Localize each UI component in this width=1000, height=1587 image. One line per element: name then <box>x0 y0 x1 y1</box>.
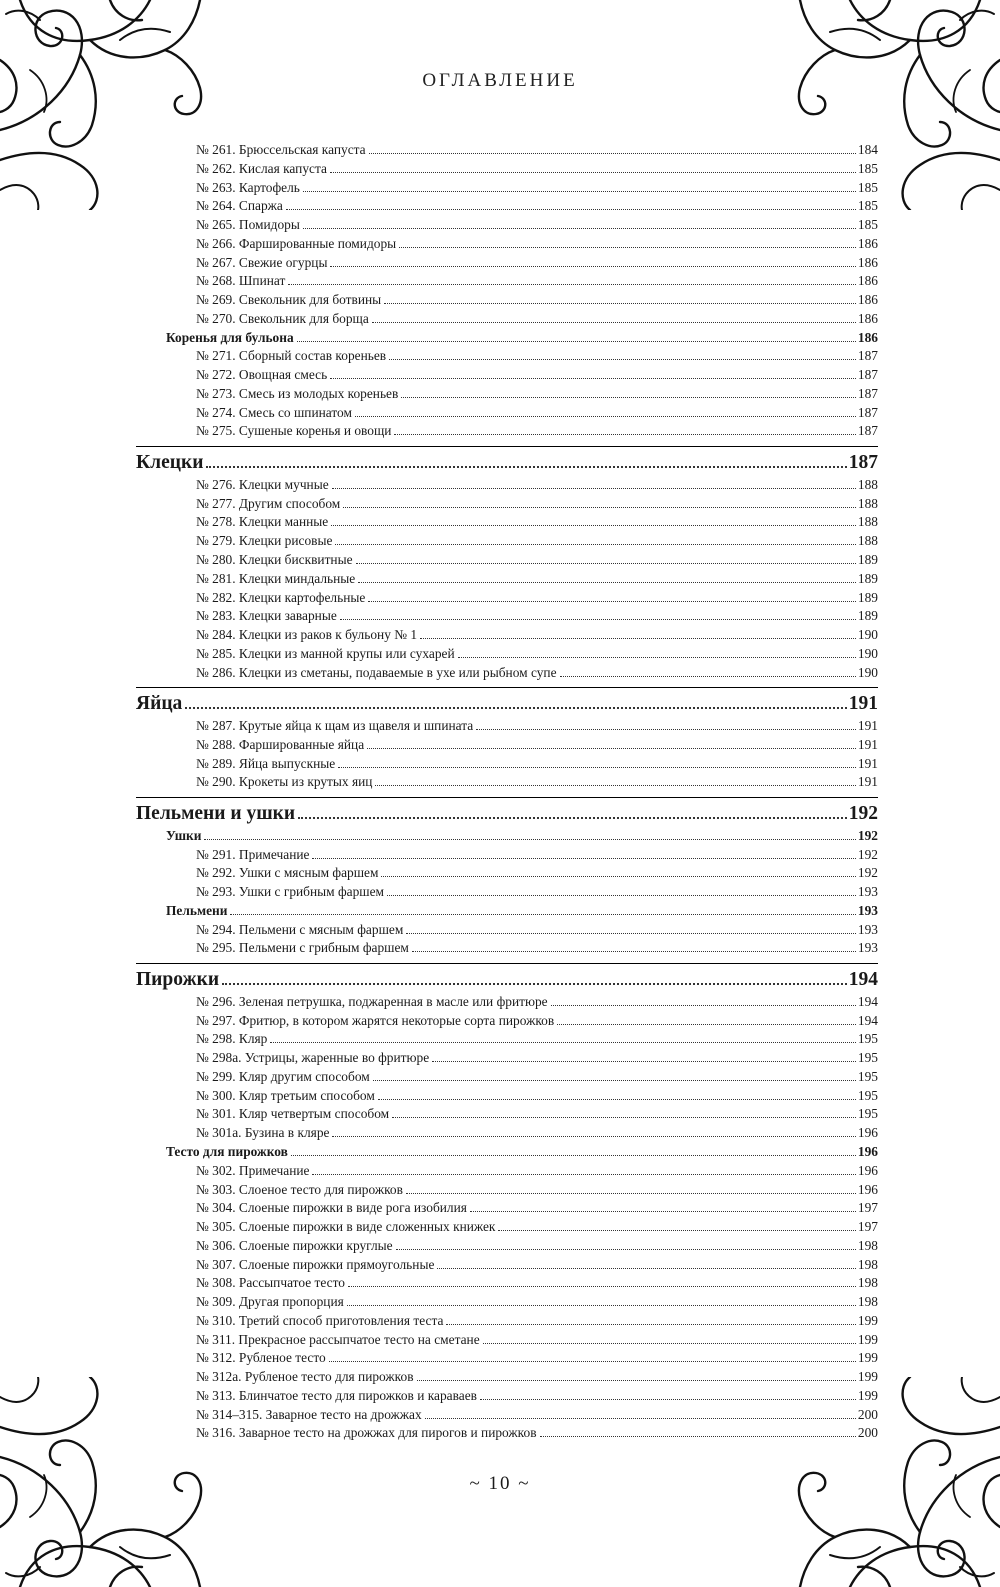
toc-entry-page: 191 <box>857 736 878 752</box>
toc-entry-page: 197 <box>857 1200 878 1216</box>
toc-entry <box>136 533 878 552</box>
toc-entry-page: 191 <box>857 755 878 771</box>
toc-entry <box>136 737 878 756</box>
toc-entry-page: 188 <box>857 495 878 511</box>
toc-entry-page: 189 <box>857 589 878 605</box>
toc-subsection-heading <box>136 1144 878 1163</box>
toc-entry-page: 198 <box>857 1275 878 1291</box>
dot-leader <box>340 619 856 620</box>
toc-entry-page: 185 <box>857 217 878 233</box>
toc-entry-title: № 266. Фаршированные помидоры <box>196 235 397 251</box>
toc-entry-page: 186 <box>857 310 878 326</box>
dot-leader <box>470 1211 856 1212</box>
dot-leader <box>312 858 855 859</box>
toc-entry-page: 186 <box>857 292 878 308</box>
toc-entry <box>136 590 878 609</box>
toc-entry <box>136 477 878 496</box>
toc-entry-title: № 265. Помидоры <box>196 217 300 233</box>
toc-entry-page: 199 <box>857 1387 878 1403</box>
toc-entry-title: № 261. Брюссельская капуста <box>196 142 366 157</box>
toc-section-heading <box>136 969 878 994</box>
toc-entry <box>136 1275 878 1294</box>
toc-entry-title: № 281. Клецки миндальные <box>196 570 356 586</box>
toc-entry-title: № 264. Спаржа <box>196 198 283 214</box>
dot-leader <box>286 209 856 210</box>
toc-entry <box>136 884 878 903</box>
toc-entry-title: № 286. Клецки из сметаны, подаваемые в ухе или рыбном супе <box>196 664 557 680</box>
dot-leader <box>483 1343 856 1344</box>
dot-leader <box>355 416 856 417</box>
toc-entry <box>136 405 878 424</box>
toc-entry <box>136 1369 878 1388</box>
toc-entry <box>136 552 878 571</box>
toc-entry-page: 191 <box>857 718 878 734</box>
toc-entry-page: 196 <box>857 1125 878 1141</box>
section-divider <box>136 446 878 447</box>
dot-leader <box>381 876 855 877</box>
toc-entry-title: № 298. Кляр <box>196 1031 268 1047</box>
dot-leader <box>291 1155 856 1156</box>
toc-entry <box>136 994 878 1013</box>
toc-entry-page: 193 <box>857 921 878 937</box>
toc-entry <box>136 142 878 161</box>
toc-entry <box>136 646 878 665</box>
toc-entry-page: 187 <box>857 404 878 420</box>
dot-leader <box>372 322 856 323</box>
toc-entry-page: 195 <box>857 1087 878 1103</box>
toc-entry-page: 196 <box>857 1143 878 1159</box>
toc-entry <box>136 496 878 515</box>
toc-entry-title: № 276. Клецки мучные <box>196 476 329 492</box>
toc-entry-title: № 309. Другая пропорция <box>196 1294 344 1310</box>
toc-entry <box>136 718 878 737</box>
toc-entry-title: № 292. Ушки с мясным фаршем <box>196 865 379 881</box>
dot-leader <box>378 1099 856 1100</box>
toc-entry-page: 195 <box>857 1106 878 1122</box>
dot-leader <box>373 1080 856 1081</box>
toc-entry-title: № 273. Смесь из молодых кореньев <box>196 385 399 401</box>
dot-leader <box>332 488 856 489</box>
dot-leader <box>335 544 855 545</box>
toc-entry <box>136 1200 878 1219</box>
section-divider <box>136 797 878 798</box>
toc-section-heading <box>136 452 878 477</box>
toc-entry <box>136 514 878 533</box>
toc-entry-title: № 305. Слоеные пирожки в виде сложенных книжек <box>196 1219 496 1235</box>
toc-entry <box>136 1069 878 1088</box>
toc-entry-page: 187 <box>857 423 878 439</box>
toc-entry-title: № 302. Примечание <box>196 1162 310 1178</box>
toc-entry-title: Пирожки <box>136 969 220 991</box>
toc-entry <box>136 161 878 180</box>
toc-entry-title: № 308. Рассыпчатое тесто <box>196 1275 345 1291</box>
toc-entry-title: № 298а. Устрицы, жаренные во фритюре <box>196 1050 430 1066</box>
dot-leader <box>367 748 856 749</box>
toc-entry-page: 192 <box>848 803 878 825</box>
toc-entry-title: Клецки <box>136 452 204 474</box>
toc-entry <box>136 1013 878 1032</box>
toc-entry-page: 193 <box>857 940 878 956</box>
dot-leader <box>297 341 856 342</box>
toc-entry <box>136 273 878 292</box>
dot-leader <box>329 1361 856 1362</box>
dot-leader <box>399 247 856 248</box>
dot-leader <box>288 284 856 285</box>
toc-entry-title: № 307. Слоеные пирожки прямоугольные <box>196 1256 435 1272</box>
toc-entry-title: № 301. Кляр четвертым способом <box>196 1106 390 1122</box>
toc-entry <box>136 1106 878 1125</box>
toc-entry <box>136 1163 878 1182</box>
dot-leader <box>420 638 856 639</box>
toc-entry <box>136 1031 878 1050</box>
dot-leader <box>303 191 856 192</box>
toc-subsection-heading <box>136 903 878 922</box>
dot-leader <box>368 601 856 602</box>
dot-leader <box>394 434 855 435</box>
toc-entry <box>136 1219 878 1238</box>
toc-entry-page: 198 <box>857 1294 878 1310</box>
toc-entry-title: № 314–315. Заварное тесто на дрожжах <box>196 1406 422 1422</box>
toc-entry-title: № 270. Свекольник для борща <box>196 310 369 326</box>
dot-leader <box>401 397 856 398</box>
toc-entry-page: 185 <box>857 160 878 176</box>
toc-entry-title: № 297. Фритюр, в котором жарятся некоторые сорта пирожков <box>196 1012 555 1028</box>
toc-entry-page: 190 <box>857 627 878 643</box>
toc-entry <box>136 292 878 311</box>
toc-entry <box>136 571 878 590</box>
toc-entry <box>136 1332 878 1351</box>
dot-leader <box>332 1136 855 1137</box>
toc-entry-title: № 310. Третий способ приготовления теста <box>196 1312 444 1328</box>
toc-entry-page: 200 <box>857 1425 878 1441</box>
dot-leader <box>312 1174 855 1175</box>
toc-entry-page: 184 <box>857 142 878 157</box>
toc-entry-page: 189 <box>857 570 878 586</box>
toc-entry-title: № 278. Клецки манные <box>196 514 329 530</box>
dot-leader <box>396 1249 856 1250</box>
toc-entry <box>136 847 878 866</box>
dot-leader <box>498 1230 855 1231</box>
toc-entry-title: № 288. Фаршированные яйца <box>196 736 365 752</box>
table-of-contents <box>136 142 878 1444</box>
toc-entry-page: 199 <box>857 1369 878 1385</box>
toc-entry-title: № 312. Рубленое тесто <box>196 1350 326 1366</box>
toc-entry-page: 186 <box>857 329 878 345</box>
toc-entry-title: № 290. Крокеты из крутых яиц <box>196 774 373 790</box>
dot-leader <box>330 378 856 379</box>
toc-entry-title: Пельмени и ушки <box>136 803 296 825</box>
dot-leader <box>375 785 855 786</box>
toc-entry <box>136 311 878 330</box>
toc-entry-page: 189 <box>857 608 878 624</box>
toc-entry-page: 199 <box>857 1312 878 1328</box>
toc-section-heading <box>136 803 878 828</box>
toc-entry-page: 198 <box>857 1237 878 1253</box>
toc-entry <box>136 367 878 386</box>
toc-entry-page: 197 <box>857 1219 878 1235</box>
toc-entry <box>136 922 878 941</box>
toc-entry-title: № 277. Другим способом <box>196 495 341 511</box>
toc-entry-title: № 271. Сборный состав кореньев <box>196 348 387 364</box>
toc-entry-title: № 289. Яйца выпускные <box>196 755 336 771</box>
toc-entry-title: № 263. Картофель <box>196 179 300 195</box>
dot-leader <box>560 676 856 677</box>
toc-entry-page: 187 <box>848 452 878 474</box>
toc-entry-title: № 316. Заварное тесто на дрожжах для пирогов и пирожков <box>196 1425 537 1441</box>
toc-entry <box>136 774 878 793</box>
toc-entry <box>136 1313 878 1332</box>
toc-entry-title: № 312а. Рубленое тесто для пирожков <box>196 1369 414 1385</box>
toc-entry <box>136 665 878 684</box>
toc-entry-title: № 296. Зеленая петрушка, поджаренная в масле или фритюре <box>196 993 548 1009</box>
dot-leader <box>389 359 856 360</box>
toc-entry <box>136 1407 878 1426</box>
section-divider <box>136 963 878 964</box>
toc-entry <box>136 386 878 405</box>
toc-entry-title: № 280. Клецки бисквитные <box>196 552 353 567</box>
dot-leader <box>412 951 856 952</box>
toc-entry-title: № 294. Пельмени с мясным фаршем <box>196 921 404 937</box>
dot-leader <box>222 983 847 985</box>
toc-entry-page: 188 <box>857 514 878 530</box>
dot-leader <box>358 582 856 583</box>
dot-leader <box>425 1418 856 1419</box>
page-number: ~ 10 ~ <box>469 1473 531 1494</box>
toc-entry-title: № 282. Клецки картофельные <box>196 589 366 605</box>
toc-entry-page: 193 <box>857 884 878 900</box>
toc-entry-page: 194 <box>857 1012 878 1028</box>
dot-leader <box>338 767 856 768</box>
toc-entry <box>136 940 878 959</box>
dot-leader <box>369 153 856 154</box>
toc-entry-title: № 300. Кляр третьим способом <box>196 1087 375 1103</box>
toc-entry-page: 190 <box>857 664 878 680</box>
toc-entry-title: № 269. Свекольник для ботвины <box>196 292 382 308</box>
toc-entry-page: 192 <box>857 865 878 881</box>
dot-leader <box>417 1380 856 1381</box>
toc-entry-title: № 262. Кислая капуста <box>196 160 327 176</box>
toc-entry-page: 186 <box>857 235 878 251</box>
toc-entry-title: № 295. Пельмени с грибным фаршем <box>196 940 409 956</box>
toc-entry-page: 187 <box>857 385 878 401</box>
dot-leader <box>270 1042 856 1043</box>
toc-entry <box>136 608 878 627</box>
toc-entry-page: 193 <box>857 902 878 918</box>
dot-leader <box>230 914 855 915</box>
toc-entry-page: 188 <box>857 533 878 549</box>
toc-entry-title: Тесто для пирожков <box>166 1143 288 1159</box>
dot-leader <box>330 266 855 267</box>
toc-entry-title: № 306. Слоеные пирожки круглые <box>196 1237 393 1253</box>
toc-entry-title: № 285. Клецки из манной крупы или сухарей <box>196 645 455 661</box>
dot-leader <box>303 228 856 229</box>
toc-entry-page: 192 <box>857 827 878 843</box>
section-divider <box>136 687 878 688</box>
dot-leader <box>406 933 856 934</box>
dot-leader <box>347 1305 856 1306</box>
toc-entry-page: 186 <box>857 273 878 289</box>
toc-entry-title: Ушки <box>166 827 202 843</box>
toc-entry-title: № 279. Клецки рисовые <box>196 533 333 549</box>
toc-section-heading <box>136 693 878 718</box>
toc-entry <box>136 1257 878 1276</box>
toc-entry <box>136 198 878 217</box>
toc-entry <box>136 236 878 255</box>
dot-leader <box>384 303 856 304</box>
dot-leader <box>551 1005 856 1006</box>
dot-leader <box>446 1324 856 1325</box>
toc-entry <box>136 255 878 274</box>
toc-entry <box>136 865 878 884</box>
toc-entry-page: 185 <box>857 179 878 195</box>
dot-leader <box>298 817 847 819</box>
toc-entry-title: № 293. Ушки с грибным фаршем <box>196 884 385 900</box>
toc-entry-title: № 272. Овощная смесь <box>196 367 328 383</box>
toc-entry-page: 191 <box>848 693 878 715</box>
dot-leader <box>437 1268 856 1269</box>
toc-entry-title: № 303. Слоеное тесто для пирожков <box>196 1181 403 1197</box>
dot-leader <box>480 1399 856 1400</box>
toc-entry-page: 187 <box>857 348 878 364</box>
dot-leader <box>185 707 846 709</box>
toc-entry-page: 192 <box>857 846 878 862</box>
toc-entry <box>136 1350 878 1369</box>
toc-entry-title: № 267. Свежие огурцы <box>196 254 328 270</box>
dot-leader <box>406 1193 856 1194</box>
toc-entry-title: Яйца <box>136 693 183 715</box>
toc-entry-title: № 268. Шпинат <box>196 273 286 289</box>
toc-entry <box>136 423 878 442</box>
toc-entry <box>136 627 878 646</box>
dot-leader <box>458 657 856 658</box>
toc-entry-page: 200 <box>857 1406 878 1422</box>
toc-entry-page: 190 <box>857 645 878 661</box>
toc-entry-page: 198 <box>857 1256 878 1272</box>
toc-entry-title: № 301а. Бузина в кляре <box>196 1125 330 1141</box>
toc-entry <box>136 756 878 775</box>
toc-entry <box>136 180 878 199</box>
dot-leader <box>392 1117 856 1118</box>
toc-entry <box>136 217 878 236</box>
dot-leader <box>387 895 856 896</box>
toc-subsection-heading <box>136 330 878 349</box>
toc-entry <box>136 1050 878 1069</box>
toc-entry <box>136 1425 878 1444</box>
toc-entry-title: Пельмени <box>166 902 228 918</box>
toc-entry-title: Коренья для бульона <box>166 329 294 345</box>
toc-entry-page: 188 <box>857 476 878 492</box>
toc-entry-page: 195 <box>857 1031 878 1047</box>
toc-entry <box>136 1088 878 1107</box>
toc-entry <box>136 1125 878 1144</box>
dot-leader <box>432 1061 856 1062</box>
toc-entry <box>136 1388 878 1407</box>
toc-subsection-heading <box>136 828 878 847</box>
dot-leader <box>557 1024 856 1025</box>
toc-entry-page: 194 <box>857 993 878 1009</box>
dot-leader <box>330 172 856 173</box>
toc-entry-page: 187 <box>857 367 878 383</box>
toc-entry-title: № 313. Блинчатое тесто для пирожков и караваев <box>196 1387 477 1403</box>
page-title: ОГЛАВЛЕНИЕ <box>422 70 578 91</box>
toc-entry-page: 196 <box>857 1181 878 1197</box>
dot-leader <box>206 466 846 468</box>
toc-entry-page: 185 <box>857 198 878 214</box>
dot-leader <box>356 563 856 564</box>
dot-leader <box>476 729 856 730</box>
toc-entry <box>136 1294 878 1313</box>
toc-entry-page: 199 <box>857 1331 878 1347</box>
dot-leader <box>343 507 856 508</box>
toc-entry-title: № 284. Клецки из раков к бульону № 1 <box>196 627 418 643</box>
toc-entry-page: 186 <box>857 254 878 270</box>
toc-entry-page: 191 <box>857 774 878 790</box>
toc-entry-title: № 299. Кляр другим способом <box>196 1068 370 1084</box>
toc-entry-page: 194 <box>848 969 878 991</box>
toc-entry-page: 195 <box>857 1050 878 1066</box>
toc-entry-title: № 287. Крутые яйца к щам из щавеля и шпината <box>196 718 474 734</box>
toc-entry-title: № 291. Примечание <box>196 846 310 862</box>
toc-entry-title: № 304. Слоеные пирожки в виде рога изобилия <box>196 1200 467 1216</box>
toc-entry-title: № 274. Смесь со шпинатом <box>196 404 352 420</box>
dot-leader <box>540 1436 856 1437</box>
toc-entry-title: № 311. Прекрасное рассыпчатое тесто на сметане <box>196 1331 480 1347</box>
dot-leader <box>331 525 856 526</box>
toc-entry <box>136 1182 878 1201</box>
toc-entry-title: № 283. Клецки заварные <box>196 608 337 624</box>
toc-entry-page: 195 <box>857 1068 878 1084</box>
dot-leader <box>204 839 855 840</box>
toc-entry-page: 196 <box>857 1162 878 1178</box>
toc-entry-title: № 275. Сушеные коренья и овощи <box>196 423 392 439</box>
dot-leader <box>348 1286 856 1287</box>
toc-entry-page: 199 <box>857 1350 878 1366</box>
toc-entry-page: 189 <box>857 552 878 567</box>
toc-entry <box>136 348 878 367</box>
toc-entry <box>136 1238 878 1257</box>
